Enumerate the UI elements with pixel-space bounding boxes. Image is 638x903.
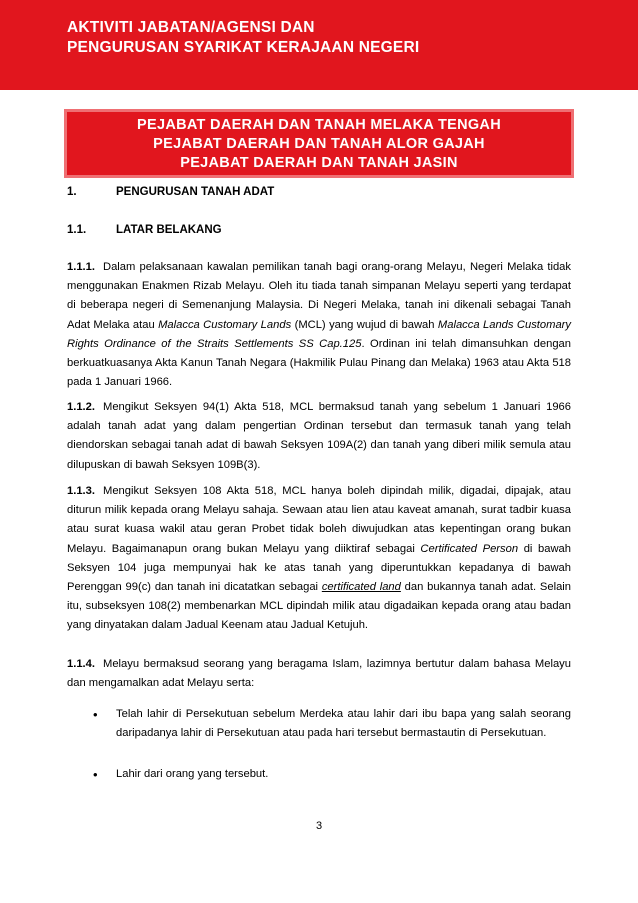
paragraph-number: 1.1.3. xyxy=(67,485,95,497)
office-title-box xyxy=(67,112,571,175)
paragraph-text: (MCL) yang wujud di bawah xyxy=(291,318,438,331)
paragraph-text: . Ordinan ini telah dimansuhkan dengan berkuatkuasanya Akta Kanun Tanah Negara (Hakmilik Pulau Pinang dan Melaka) 1963 atau Akta 518 pada 1 Januari 1966. xyxy=(67,337,572,389)
section-number: 1. xyxy=(67,186,77,198)
paragraph-italic-term: certificated land xyxy=(321,581,401,594)
paragraph-1-1-3 xyxy=(67,482,571,636)
paragraph-1-1-4 xyxy=(67,655,571,693)
page-number: 3 xyxy=(315,820,323,832)
section-title: PENGURUSAN TANAH ADAT xyxy=(116,186,275,198)
paragraph-number: 1.1.1. xyxy=(67,261,95,273)
office-name-3: PEJABAT DAERAH DAN TANAH JASIN xyxy=(180,155,458,171)
banner-title-line-1: AKTIVITI JABATAN/AGENSI DAN xyxy=(67,19,315,36)
paragraph-text: Melayu bermaksud seorang yang beragama Islam, lazimnya bertutur dalam bahasa Melayu dan mengamalkan adat Melayu serta: xyxy=(67,658,571,690)
bullet-icon: • xyxy=(93,707,98,722)
office-name-1: PEJABAT DAERAH DAN TANAH MELAKA TENGAH xyxy=(137,117,501,133)
paragraph-italic-term: Malacca Lands Customary Rights Ordinance of the Straits Settlements SS Cap.125 xyxy=(67,318,571,350)
paragraph-italic-term: Malacca Customary Lands xyxy=(158,318,292,331)
paragraph-italic-term: Certificated Person xyxy=(420,542,519,555)
bullet-icon: • xyxy=(93,767,98,782)
office-name-2: PEJABAT DAERAH DAN TANAH ALOR GAJAH xyxy=(153,136,485,152)
header-banner xyxy=(0,0,638,90)
bullet-item-1: Telah lahir di Persekutuan sebelum Merdeka atau lahir dari ibu bapa yang salah seorang daripadanya lahir di Persekutuan atau pada hari tersebut bermastautin di Persekutuan. xyxy=(116,708,571,740)
bullet-item-2: Lahir dari orang yang tersebut. xyxy=(116,768,269,780)
subsection-title: LATAR BELAKANG xyxy=(116,224,222,236)
paragraph-1-1-1 xyxy=(67,258,571,392)
paragraph-text: Mengikut Seksyen 94(1) Akta 518, MCL bermaksud tanah yang sebelum 1 Januari 1966 adalah tanah adat yang dalam pengertian Ordinan tersebut dan termasuk tanah yang telah diendorskan sebagai tanah adat di bawah Seksyen 109A(2) dan tanah yang diberi milik semula atau dilupuskan di bawah Seksyen 109B(3). xyxy=(67,401,571,471)
paragraph-number: 1.1.2. xyxy=(67,401,95,413)
paragraph-number: 1.1.4. xyxy=(67,658,95,670)
paragraph-text: dan bukannya tanah adat. Selain itu, subseksyen 108(2) membenarkan MCL dipindah milik atau digadaikan kepada orang atau badan yang dinyatakan dalam Jadual Keenam atau Jadual Ketujuh. xyxy=(67,581,571,632)
paragraph-text: Dalam pelaksanaan kawalan pemilikan tanah bagi orang-orang Melayu, Negeri Melaka tidak menggunakan Enakmen Rizab Melayu. Oleh itu tiada tanah simpanan Melayu seperti yang terdapat di beberapa negeri di Semenanjung Malaysia. Di Negeri Melaka, tanah ini dikenali sebagai Tanah Adat Melaka atau xyxy=(67,261,571,331)
paragraph-1-1-2 xyxy=(67,398,571,475)
banner-title-line-2: PENGURUSAN SYARIKAT KERAJAAN NEGERI xyxy=(67,39,420,56)
paragraph-text: di bawah Seksyen 104 juga mempunyai hak ke atas tanah yang diperuntukkan kepadanya di bawah Perenggan 99(c) dan tanah ini dicatatkan sebagai xyxy=(67,542,571,594)
subsection-number: 1.1. xyxy=(67,224,87,236)
paragraph-text: Mengikut Seksyen 108 Akta 518, MCL hanya boleh dipindah milik, digadai, dipajak, atau diturun milik kepada orang Melayu sahaja. Sewaan atau lien atau kaveat amanah, surat tadbir kuasa atau surat kuasa wakil atau geran Probet tidak boleh diwujudkan atas kepentingan orang bukan Melayu. Bagaimanapun orang bukan Melayu yang diiktiraf sebagai xyxy=(67,485,571,555)
